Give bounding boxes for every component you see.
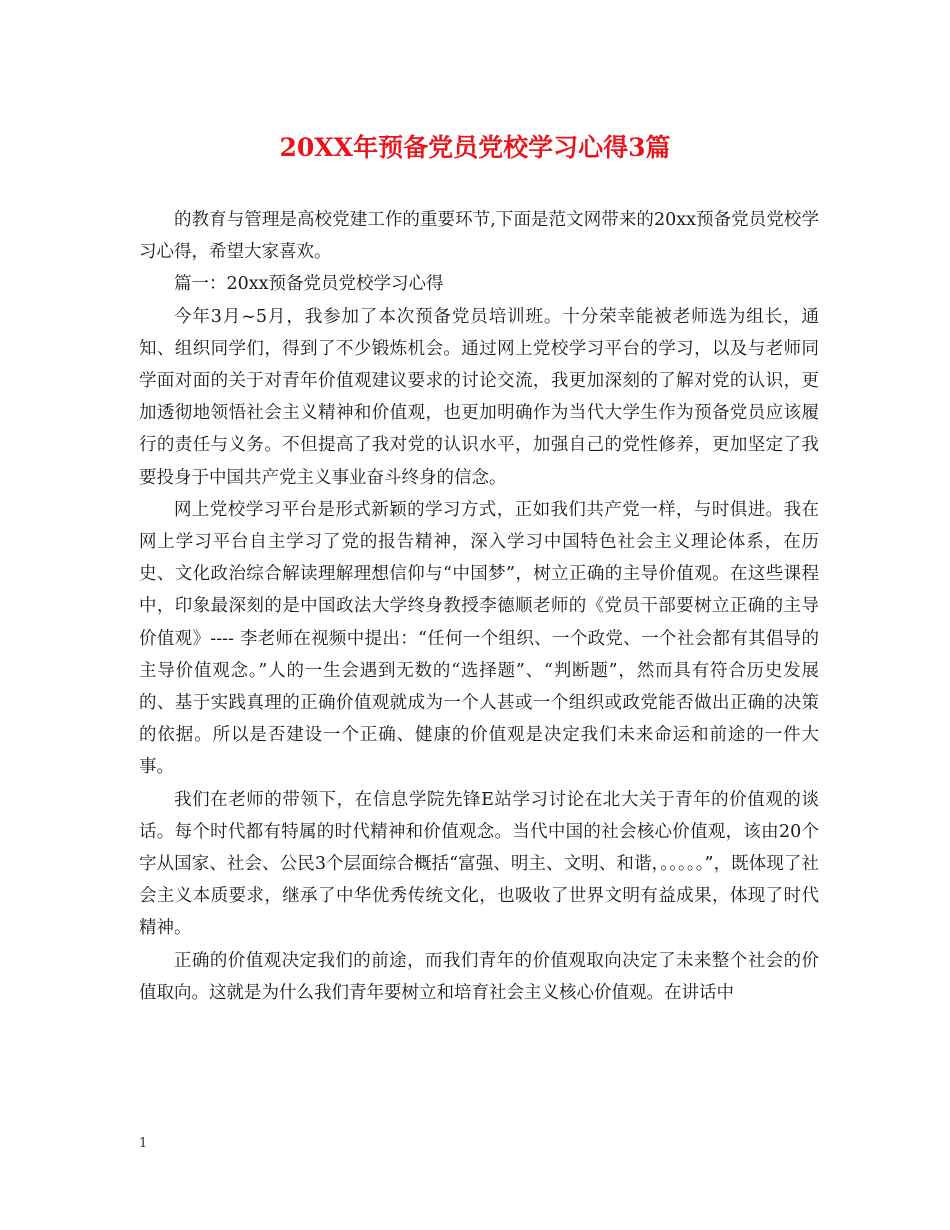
section-heading: 篇一：20xx预备党员党校学习心得 xyxy=(174,274,444,295)
paragraph-4: 正确的价值观决定我们的前途，而我们青年的价值观取向决定了未来整个社会的价值取向。这就是为什么我们青年要树立和培育社会主义核心价值观。在讲话中 xyxy=(139,950,819,1003)
paragraph-intro: 的教育与管理是高校党建工作的重要环节,下面是范文网带来的20xx预备党员党校学习心得，希望大家喜欢。 xyxy=(139,210,819,263)
document-title: 20XX年预备党员党校学习心得3篇 xyxy=(279,133,671,162)
page-number: 1 xyxy=(139,1136,148,1151)
paragraph-1: 今年3月~5月，我参加了本次预备党员培训班。十分荣幸能被老师选为组长，通知、组织同学们，得到了不少锻炼机会。通过网上党校学习平台的学习，以及与老师同学面对面的关于对青年价值观建议要求的讨论交流，我更加深刻的了解对党的认识，更加透彻地领悟社会主义精神和价值观，也更加明确作为当代大学生作为预备党员应该履行的责任与义务。不但提高了我对党的认识水平，加强自己的党性修养，更加坚定了我要投身于中国共产党主义事业奋斗终身的信念。 xyxy=(139,306,819,488)
paragraph-2: 网上党校学习平台是形式新颖的学习方式，正如我们共产党一样，与时俱进。我在网上学习平台自主学习了党的报告精神，深入学习中国特色社会主义理论体系，在历史、文化政治综合解读理解理想信仰与“中国梦”，树立正确的主导价值观。在这些课程中，印象最深刻的是中国政法大学终身教授李德顺老师的《党员干部要树立正确的主导价值观》---- 李老师在视频中提出：“任何一个组织、一个政党、一个社会都有其倡导的主导价值观念。”人的一生会遇到无数的“选择题”、“判断题”，然而具有符合历史发展的、基于实践真理的正确价值观就成为一个人甚或一个组织或政党能否做出正确的决策的依据。所以是否建设一个正确、健康的价值观是决定我们未来命运和前途的一件大事。 xyxy=(139,499,819,778)
document-body xyxy=(139,204,819,1009)
paragraph-3: 我们在老师的带领下，在信息学院先锋E站学习讨论在北大关于青年的价值观的谈话。每个时代都有特属的时代精神和价值观念。当代中国的社会核心价值观，该由20个字从国家、社会、公民3个层面综合概括“富强、明主、文明、和谐，。。。。。”，既体现了社会主义本质要求，继承了中华优秀传统文化，也吸收了世界文明有益成果，体现了时代精神。 xyxy=(139,789,819,939)
